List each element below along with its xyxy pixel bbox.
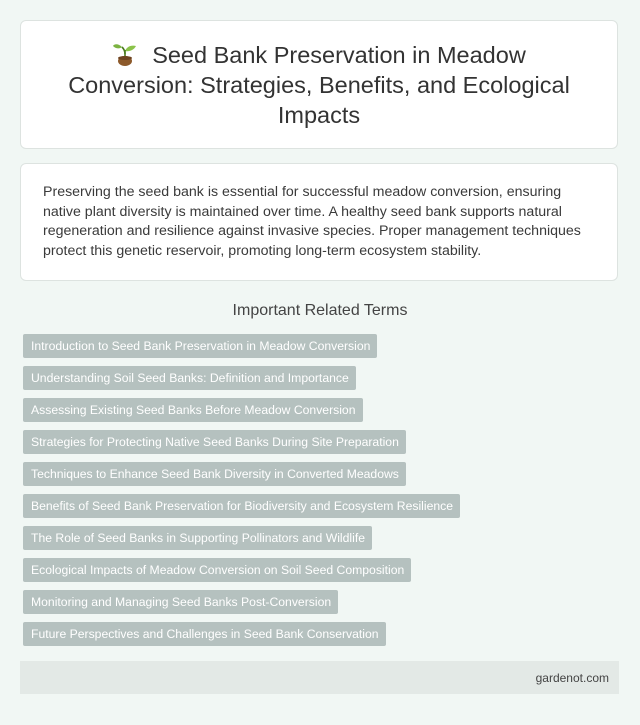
sprout-icon [112, 42, 138, 66]
title-card [20, 20, 618, 149]
related-term-tag[interactable]: The Role of Seed Banks in Supporting Pollinators and Wildlife [23, 526, 372, 550]
related-term-tag[interactable]: Ecological Impacts of Meadow Conversion on Soil Seed Composition [23, 558, 411, 582]
related-term-tag[interactable]: Techniques to Enhance Seed Bank Diversity in Converted Meadows [23, 462, 406, 486]
footer [20, 661, 619, 694]
related-term-tag[interactable]: Assessing Existing Seed Banks Before Meadow Conversion [23, 398, 363, 422]
title-text: Seed Bank Preservation in Meadow Conversion: Strategies, Benefits, and Ecological Impacts [68, 41, 570, 128]
related-term-tag[interactable]: Benefits of Seed Bank Preservation for Biodiversity and Ecosystem Resilience [23, 494, 460, 518]
footer-site-link[interactable]: gardenot.com [535, 670, 609, 685]
related-term-tag[interactable]: Introduction to Seed Bank Preservation in Meadow Conversion [23, 334, 377, 358]
intro-card [20, 163, 618, 281]
related-term-tag[interactable]: Understanding Soil Seed Banks: Definition and Importance [23, 366, 356, 390]
related-term-tag[interactable]: Future Perspectives and Challenges in Seed Bank Conservation [23, 622, 386, 646]
related-term-tag[interactable]: Strategies for Protecting Native Seed Banks During Site Preparation [23, 430, 406, 454]
related-terms-list [23, 334, 460, 654]
intro-paragraph: Preserving the seed bank is essential for successful meadow conversion, ensuring native plant diversity is maintained over time. A healthy seed bank supports natural regeneration and resilience against invasive species. Proper management techniques protect this genetic reservoir, promoting long-term ecosystem stability. [43, 184, 581, 259]
related-terms-heading: Important Related Terms [232, 302, 408, 319]
page-title [51, 40, 587, 130]
related-term-tag[interactable]: Monitoring and Managing Seed Banks Post-Conversion [23, 590, 338, 614]
